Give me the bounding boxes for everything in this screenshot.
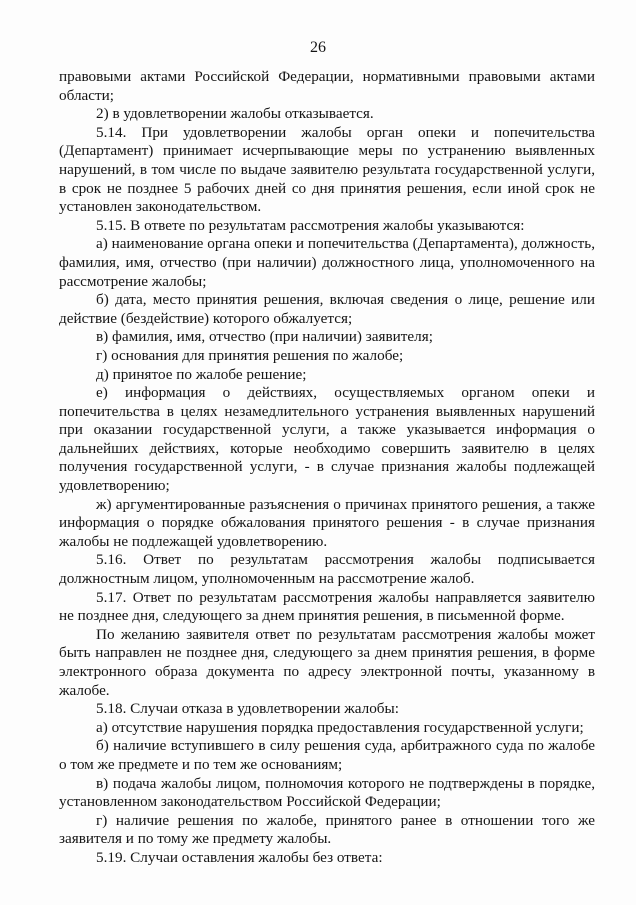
document-body xyxy=(59,68,595,868)
paragraph-5-15: 5.15. В ответе по результатам рассмотрения жалобы указываются: xyxy=(96,216,525,234)
paragraph-5-18-v: в) подача жалобы лицом, полномочия которого не подтверждены в порядке, установленном законодательством Российской Федерации; xyxy=(59,774,595,811)
paragraph-5-15-d: д) принятое по жалобе решение; xyxy=(96,365,307,383)
page-number: 26 xyxy=(310,39,326,56)
paragraph-5-15-e: е) информация о действиях, осуществляемых органом опеки и попечительства в целях незамедлительного устранения выявленных нарушений при оказании государственной услуги, а также указывается информация о дальнейших действиях, которые необходимо совершить заявителю в целях получения государственной услуги, - в случае признания жалобы подлежащей удовлетворению; xyxy=(59,384,595,495)
paragraph-5-15-b: б) дата, место принятия решения, включая сведения о лице, решение или действие (бездействие) которого обжалуется; xyxy=(59,291,595,327)
paragraph-continuation: правовыми актами Российской Федерации, нормативными правовыми актами области; xyxy=(59,68,595,104)
paragraph-refusal-item: 2) в удовлетворении жалобы отказывается. xyxy=(96,105,374,123)
paragraph-electronic-response: По желанию заявителя ответ по результатам рассмотрения жалобы может быть направлен не позднее дня, следующего за днем принятия решения, в форме электронного образа документа по адресу электронной почты, указанному в жалобе. xyxy=(59,625,595,699)
paragraph-5-17: 5.17. Ответ по результатам рассмотрения жалобы направляется заявителю не позднее дня, следующего за днем принятия решения, в письменной форме. xyxy=(59,588,595,625)
paragraph-5-18-a: а) отсутствие нарушения порядка предоставления государственной услуги; xyxy=(96,718,584,736)
paragraph-5-18-g: г) наличие решения по жалобе, принятого ранее в отношении того же заявителя и по тому же предмету жалобы. xyxy=(59,811,595,848)
paragraph-5-16: 5.16. Ответ по результатам рассмотрения жалобы подписывается должностным лицом, уполномоченным на рассмотрение жалоб. xyxy=(59,551,595,588)
paragraph-5-14: 5.14. При удовлетворении жалобы орган опеки и попечительства (Департамент) принимает исчерпывающие меры по устранению выявленных нарушений, в том числе по выдаче заявителю результата государственной услуги, в срок не позднее 5 рабочих дней со дня принятия решения, если иной срок не установлен законодательством. xyxy=(59,123,595,216)
paragraph-5-15-a: а) наименование органа опеки и попечительства (Департамента), должность, фамилия, имя, отчество (при наличии) должностного лица, уполномоченного на рассмотрение жалобы; xyxy=(59,235,595,290)
paragraph-5-15-v: в) фамилия, имя, отчество (при наличии) заявителя; xyxy=(96,328,433,346)
paragraph-5-15-g: г) основания для принятия решения по жалобе; xyxy=(96,346,404,364)
paragraph-5-19: 5.19. Случаи оставления жалобы без ответа: xyxy=(96,848,383,866)
paragraph-5-15-zh: ж) аргументированные разъяснения о причинах принятого решения, а также информация о порядке обжалования принятого решения - в случае признания жалобы не подлежащей удовлетворению. xyxy=(59,495,595,550)
paragraph-5-18-b: б) наличие вступившего в силу решения суда, арбитражного суда по жалобе о том же предмете и по тем же основаниям; xyxy=(59,737,595,773)
paragraph-5-18: 5.18. Случаи отказа в удовлетворении жалобы: xyxy=(96,700,399,718)
